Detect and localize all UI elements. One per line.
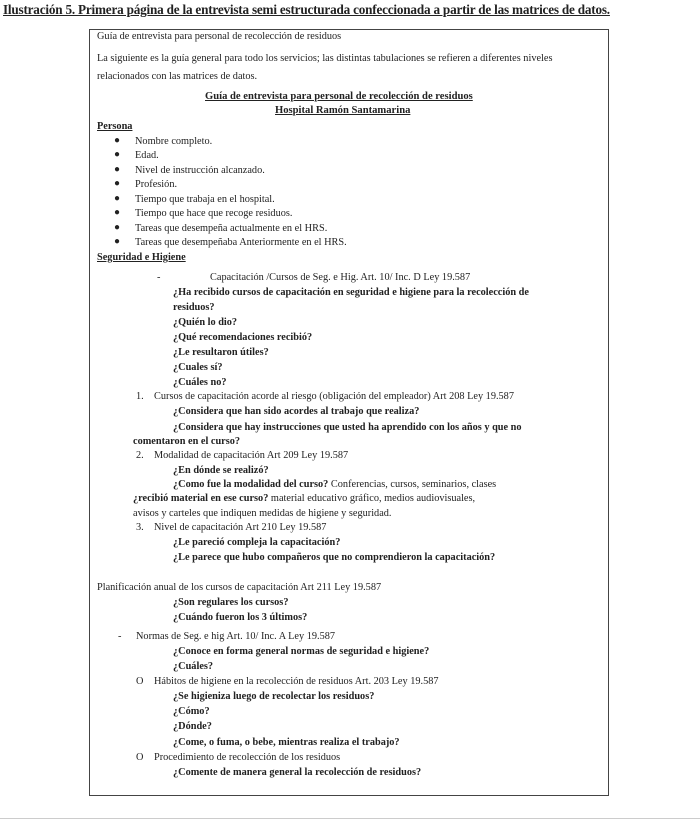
bullet-icon: ● [114,222,121,233]
section-procedimiento: Procedimiento de recolección de los residuos [154,752,341,763]
intro-line-2: relacionados con las matrices de datos. [97,71,258,82]
dash-marker: - [118,631,122,642]
note-cont: avisos y carteles que indiquen medidas de higiene y seguridad. [133,508,392,519]
list-item: Tareas que desempeña actualmente en el HRS. [135,223,328,234]
item-text: Cursos de capacitación acorde al riesgo (obligación del empleador) Art 208 Ley 19.587 [154,391,514,402]
question: ¿Como fue la modalidad del curso? [173,479,329,490]
section-planificacion: Planificación anual de los cursos de capacitación Art 211 Ley 19.587 [97,582,382,593]
question: ¿Considera que hay instrucciones que usted ha aprendido con los años y que no [173,422,522,433]
list-item: Edad. [135,150,159,161]
note: material educativo gráfico, medios audiovisuales, [268,493,476,504]
dash-marker: - [157,272,161,283]
question: ¿Le pareció compleja la capacitación? [173,537,341,548]
question: ¿Dónde? [173,721,212,732]
seguridad-heading: Seguridad e Higiene [97,252,186,263]
bullet-icon: ● [114,149,121,160]
question: ¿Cuáles? [173,661,214,672]
question: ¿Qué recomendaciones recibió? [173,332,313,343]
question-with-note [173,478,496,491]
list-item: Tiempo que hace que recoge residuos. [135,208,293,219]
question: ¿Considera que han sido acordes al trabajo que realiza? [173,406,420,417]
item-number: 1. [136,391,144,402]
figure-caption: Ilustración 5. Primera página de la entrevista semi estructurada confeccionada a partir de las matrices de datos. [3,2,610,17]
list-item: Nombre completo. [135,136,213,147]
question-cont: residuos? [173,302,215,313]
question-cont: comentaron en el curso? [133,436,241,447]
question: ¿Ha recibido cursos de capacitación en seguridad e higiene para la recolección de [173,287,529,298]
question: ¿Cómo? [173,706,210,717]
circle-marker: O [136,752,144,763]
bullet-icon: ● [114,178,121,189]
bullet-icon: ● [114,135,121,146]
item-text: Modalidad de capacitación Art 209 Ley 19.587 [154,450,349,461]
doc-subtitle: Hospital Ramón Santamarina [275,105,411,116]
bullet-icon: ● [114,164,121,175]
question: ¿En dónde se realizó? [173,465,269,476]
question: ¿Come, o fuma, o bebe, mientras realiza el trabajo? [173,737,400,748]
bullet-icon: ● [114,207,121,218]
question: ¿Cuales sí? [173,362,223,373]
circle-marker: O [136,676,144,687]
bullet-icon: ● [114,193,121,204]
section-capacitacion: Capacitación /Cursos de Seg. e Hig. Art. 10/ Inc. D Ley 19.587 [210,272,471,283]
question-with-note [133,492,475,505]
doc-header: Guía de entrevista para personal de recolección de residuos [97,31,342,42]
item-text: Nivel de capacitación Art 210 Ley 19.587 [154,522,327,533]
question: ¿Comente de manera general la recolección de residuos? [173,767,422,778]
note: Conferencias, cursos, seminarios, clases [328,479,497,490]
intro-line-1: La siguiente es la guía general para todo los servicios; las distintas tabulaciones se refieren a diferentes niveles [97,53,553,64]
list-item: Tiempo que trabaja en el hospital. [135,194,275,205]
doc-title: Guía de entrevista para personal de recolección de residuos [205,91,473,102]
list-item: Tareas que desempeñaba Anteriormente en el HRS. [135,237,347,248]
question: ¿Quién lo dio? [173,317,238,328]
question: ¿Son regulares los cursos? [173,597,289,608]
list-item: Profesión. [135,179,178,190]
question: ¿Le parece que hubo compañeros que no comprendieron la capacitación? [173,552,496,563]
question: ¿Cuáles no? [173,377,227,388]
question: ¿Conoce en forma general normas de seguridad e higiene? [173,646,430,657]
item-number: 3. [136,522,144,533]
question: ¿Le resultaron útiles? [173,347,269,358]
divider [0,818,700,819]
item-number: 2. [136,450,144,461]
question: ¿Se higieniza luego de recolectar los residuos? [173,691,375,702]
question: ¿recibió material en ese curso? [133,493,269,504]
list-item: Nivel de instrucción alcanzado. [135,165,265,176]
section-normas: Normas de Seg. e hig Art. 10/ Inc. A Ley 19.587 [136,631,336,642]
question: ¿Cuándo fueron los 3 últimos? [173,612,308,623]
bullet-icon: ● [114,236,121,247]
persona-heading: Persona [97,121,133,132]
section-habitos: Hábitos de higiene en la recolección de residuos Art. 203 Ley 19.587 [154,676,439,687]
